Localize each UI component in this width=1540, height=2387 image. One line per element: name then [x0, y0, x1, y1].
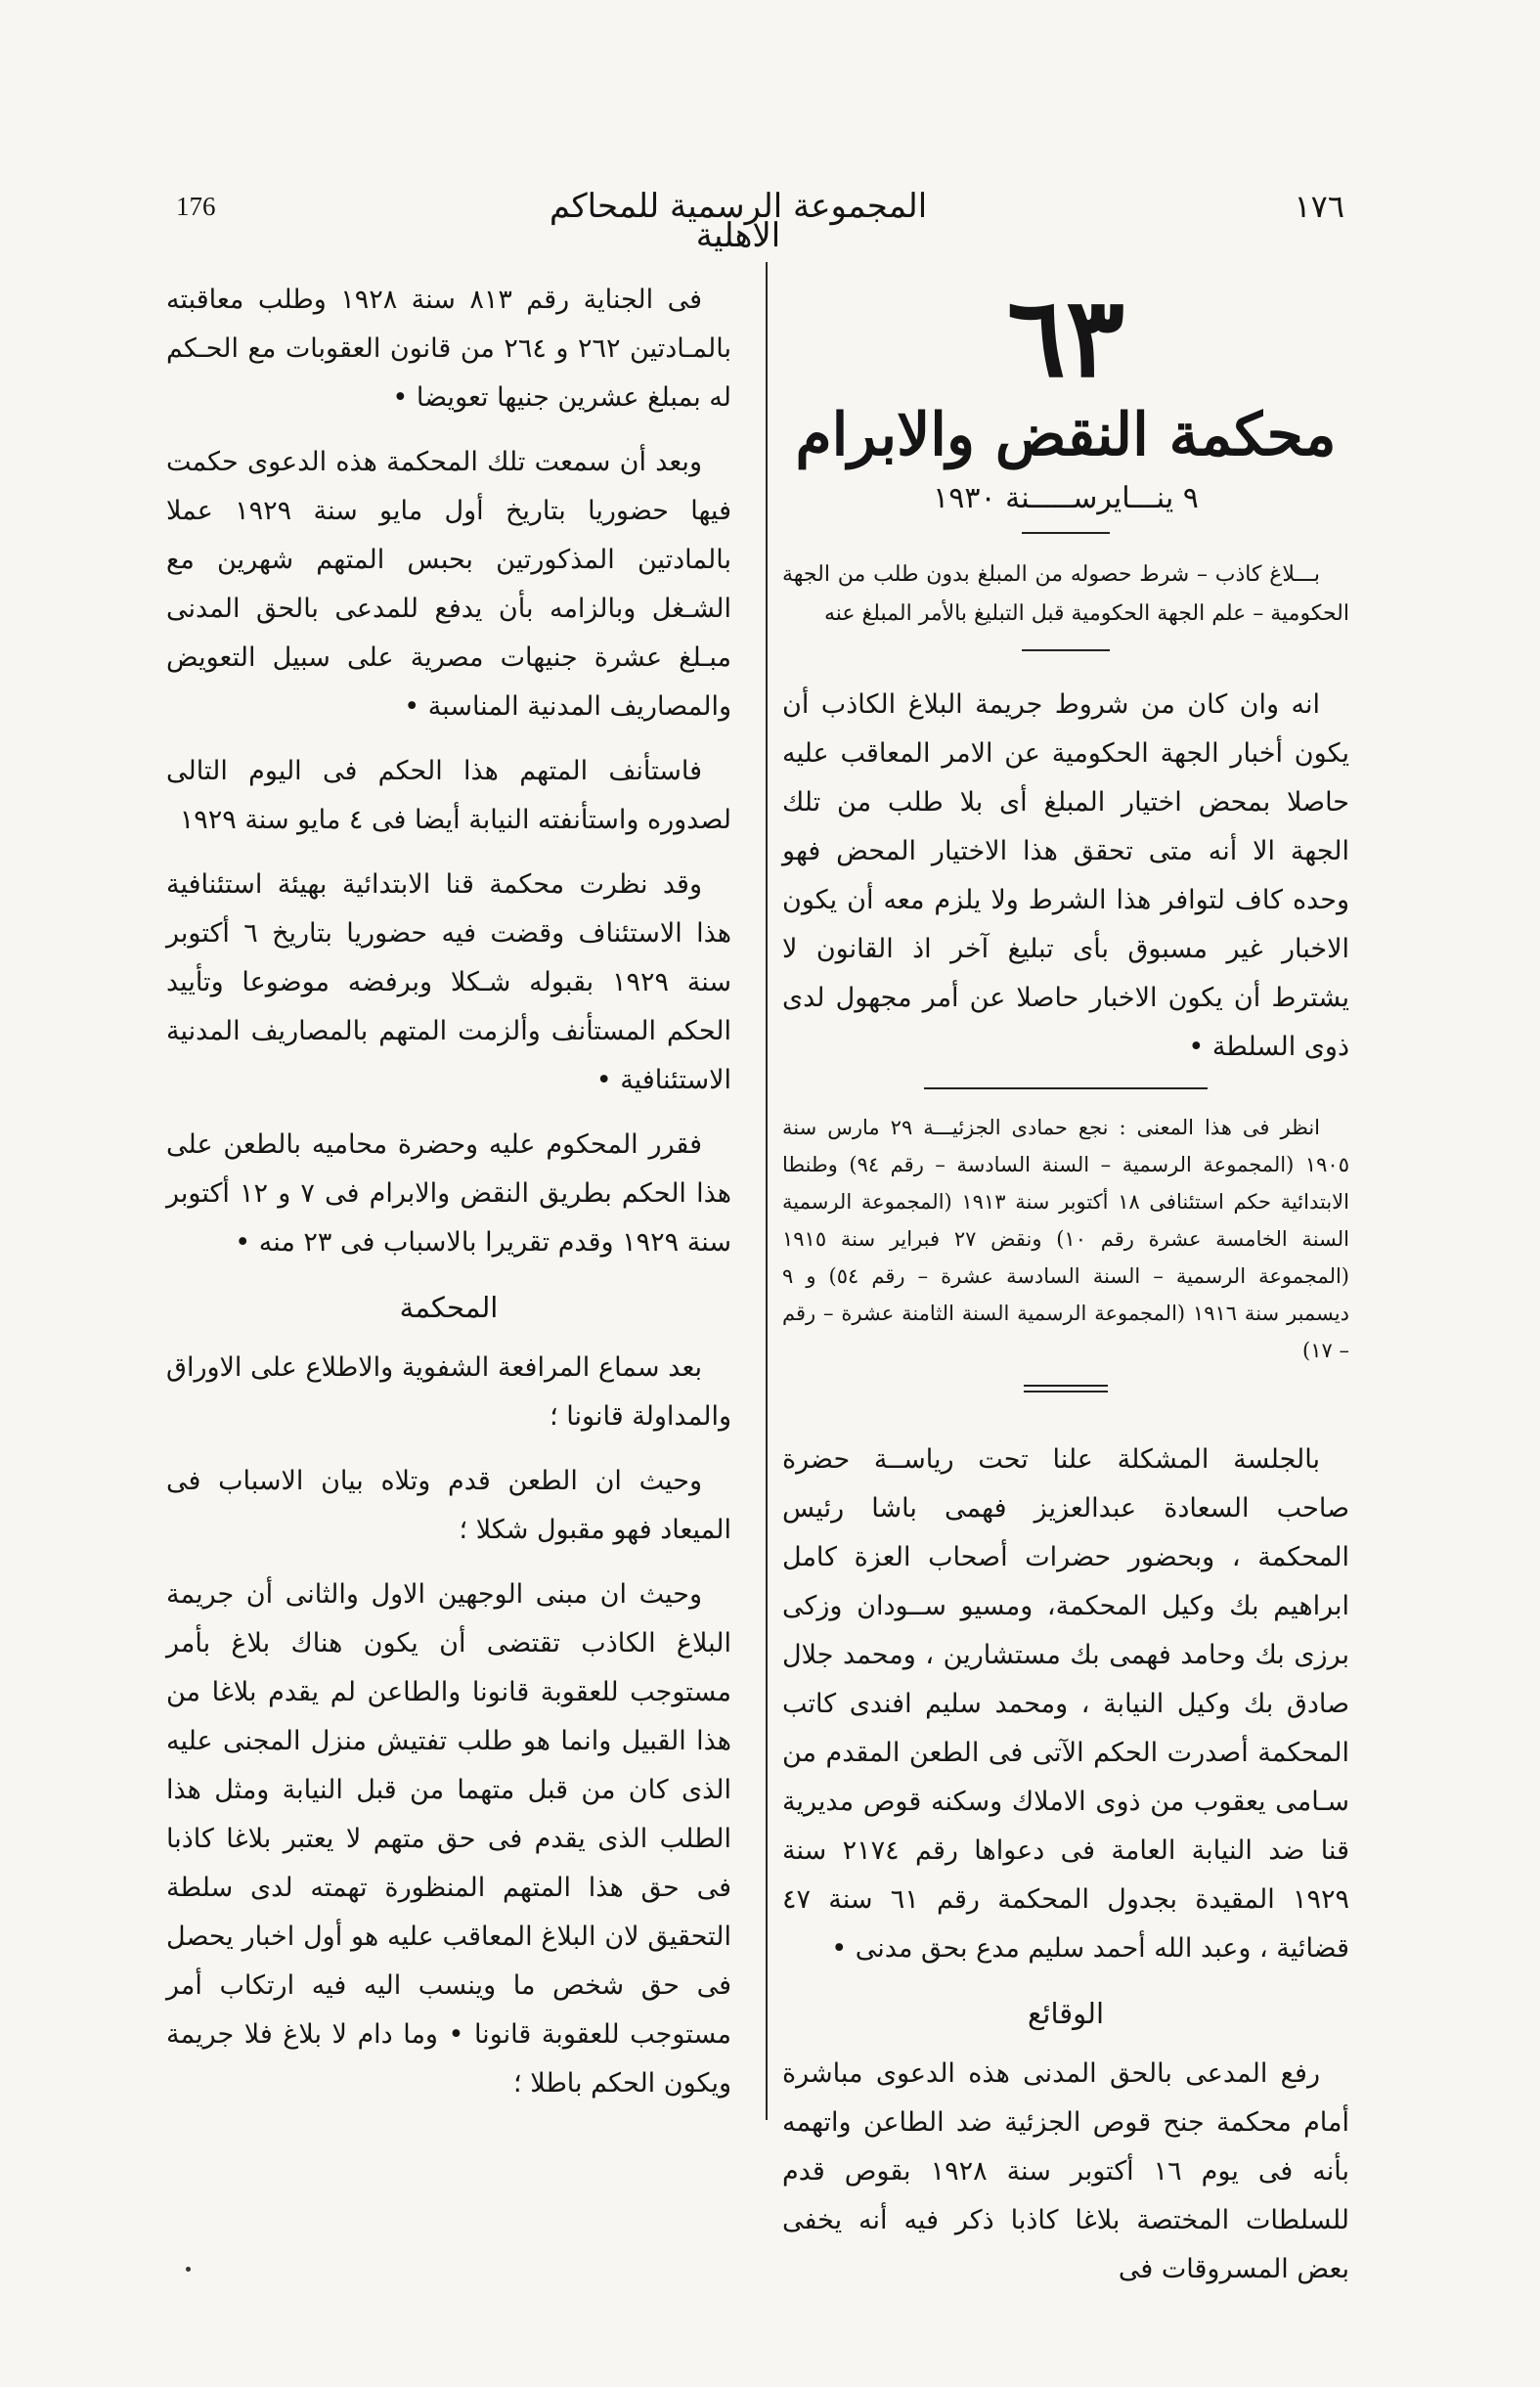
judgment-date: ٩ ينـــايرســـــنة ١٩٣٠ [933, 481, 1199, 515]
divider [1022, 532, 1110, 534]
keywords: بـــلاغ كاذب – شرط حصوله من المبلغ بدون طلب من الجهة الحكومية – علم الجهة الحكومية قبل التبليغ بالأمر المبلغ عنه [782, 562, 1349, 626]
double-divider [1024, 1385, 1108, 1392]
session-paragraph: بالجلسة المشكلة علنا تحت رياســة حضرة صاحب السعادة عبدالعزيز فهمى باشا رئيس المحكمة ، وبحضور حضرات أصحاب العزة كامل ابراهيم بك وكيل المحكمة، ومسيو ســودان وزكى برزى بك وحامد فهمى بك مستشارين ، ومحمد جلال صادق بك وكيل النيابة ، ومحمد سليم افندى كاتب المحكمة أصدرت الحكم الآتى فى الطعن المقدم من سـامى يعقوب من ذوى الاملاك وسكنه قوص مديرية قنا ضد النيابة العامة فى دعواها رقم ٢١٧٤ سنة ١٩٢٩ المقيدة بجدول المحكمة رقم ٦١ سنة ٤٧ قضائية ، وعبد الله أحمد سليم مدع بحق مدنى • [782, 1444, 1349, 1964]
paragraph: فاستأنف المتهم هذا الحكم فى اليوم التالى لصدوره واستأنفته النيابة أيضا فى ٤ مايو سنة ١٩٢٩ [166, 756, 731, 835]
scan-speck [186, 2267, 191, 2272]
paragraph: وقد نظرت محكمة قنا الابتدائية بهيئة استئنافية هذا الاستئناف وقضت فيه حضوريا بتاريخ ٦ أكتوبر سنة ١٩٢٩ بقبوله شـكلا وبرفضه موضوعا وتأييد الحكم المستأنف وألزمت المتهم بالمصاريف المدنية الاستئنافية • [166, 869, 731, 1095]
paragraph: فى الجناية رقم ٨١٣ سنة ١٩٢٨ وطلب معاقبته بالمـادتين ٢٦٢ و ٢٦٤ من قانون العقوبات مع الحـكم له بمبلغ عشرين جنيها تعويضا • [166, 285, 731, 413]
running-title: المجموعة الرسمية للمحاكم الاهلية [549, 187, 928, 255]
page-number-arabic: ١٧٦ [1294, 188, 1344, 225]
facts-heading: الوقائع [1027, 1997, 1105, 2030]
reference-note: انظر فى هذا المعنى : نجع حمادى الجزئيـــة ٢٩ مارس سنة ١٩٠٥ (المجموعة الرسمية – السنة السادسة – رقم ٩٤) وطنطا الابتدائية حكم استئنافى ١٨ أكتوبر سنة ١٩١٣ (المجموعة الرسمية السنة الخامسة عشرة رقم ١٠) ونقض ٢٧ فبراير سنة ١٩١٥ (المجموعة الرسمية – السنة السادسة عشرة – رقم ٥٤) و ٩ ديسمبر سنة ١٩١٦ (المجموعة الرسمية السنة الثامنة عشرة – رقم – ١٧) [782, 1116, 1349, 1362]
case-number: ٦٣ [1006, 274, 1125, 402]
divider [1022, 649, 1110, 651]
paragraph: وحيث ان مبنى الوجهين الاول والثانى أن جريمة البلاغ الكاذب تقتضى أن يكون هناك بلاغ بأمر مستوجب للعقوبة قانونا والطاعن لم يقدم بلاغا من هذا القبيل وانما هو طلب تفتيش منزل المجنى عليه الذى كان من قبل متهما من قبل النيابة ومثل هذا الطلب الذى يقدم فى حق متهم لا يعتبر بلاغا كاذبا فى حق هذا المتهم المنظورة تهمته لدى سلطة التحقيق لان البلاغ المعاقب عليه هو أول اخبار يحصل فى حق شخص ما وينسب اليه فيه ارتكاب أمر مستوجب للعقوبة قانونا • وما دام لا بلاغ فلا جريمة ويكون الحكم باطلا ؛ [166, 1579, 732, 2099]
paragraph: فقرر المحكوم عليه وحضرة محاميه بالطعن على هذا الحكم بطريق النقض والابرام فى ٧ و ١٢ أكتوبر سنة ١٩٢٩ وقدم تقريرا بالاسباب فى ٢٣ منه • [166, 1129, 731, 1258]
court-name: محكمة النقض والابرام [795, 401, 1337, 469]
court-heading: المحكمة [399, 1291, 499, 1324]
right-column [782, 276, 1349, 2310]
divider [924, 1087, 1208, 1089]
page-number-latin: 176 [176, 192, 216, 221]
paragraph: وبعد أن سمعت تلك المحكمة هذه الدعوى حكمت فيها حضوريا بتاريخ أول مايو سنة ١٩٢٩ عملا بالمادتين المذكورتين بحبس المتهم شهرين مع الشـغل وبالزامه بأن يدفع للمدعى بالحق المدنى مبـلغ عشرة جنيهات مصرية على سبيل التعويض والمصاريف المدنية المناسبة • [166, 447, 731, 722]
legal-principle: انه وان كان من شروط جريمة البلاغ الكاذب أن يكون أخبار الجهة الحكومية عن الامر المعاقب عليه حاصلا بمحض اختيار المبلغ أى بلا طلب من تلك الجهة الا أنه متى تحقق هذا الاختيار المحض فهو وحده كاف لتوافر هذا الشرط ولا يلزم معه أن يكون الاخبار غير مسبوق بأى تبليغ آخر اذ القانون لا يشترط أن يكون الاخبار حاصلا عن أمر مجهول لدى ذوى السلطة • [782, 689, 1349, 1062]
paragraph: وحيث ان الطعن قدم وتلاه بيان الاسباب فى الميعاد فهو مقبول شكلا ؛ [166, 1466, 731, 1545]
paragraph: بعد سماع المرافعة الشفوية والاطلاع على الاوراق والمداولة قانونا ؛ [166, 1352, 731, 1432]
facts-paragraph: رفع المدعى بالحق المدنى هذه الدعوى مباشرة أمام محكمة جنح قوص الجزئية ضد الطاعن واتهمه بأنه فى يوم ١٦ أكتوبر سنة ١٩٢٨ بقوص قدم للسلطات المختصة بلاغا كاذبا ذكر فيه أنه يخفى بعض المسروقات فى [782, 2058, 1349, 2284]
left-column [166, 276, 731, 2124]
column-divider [766, 262, 768, 2120]
